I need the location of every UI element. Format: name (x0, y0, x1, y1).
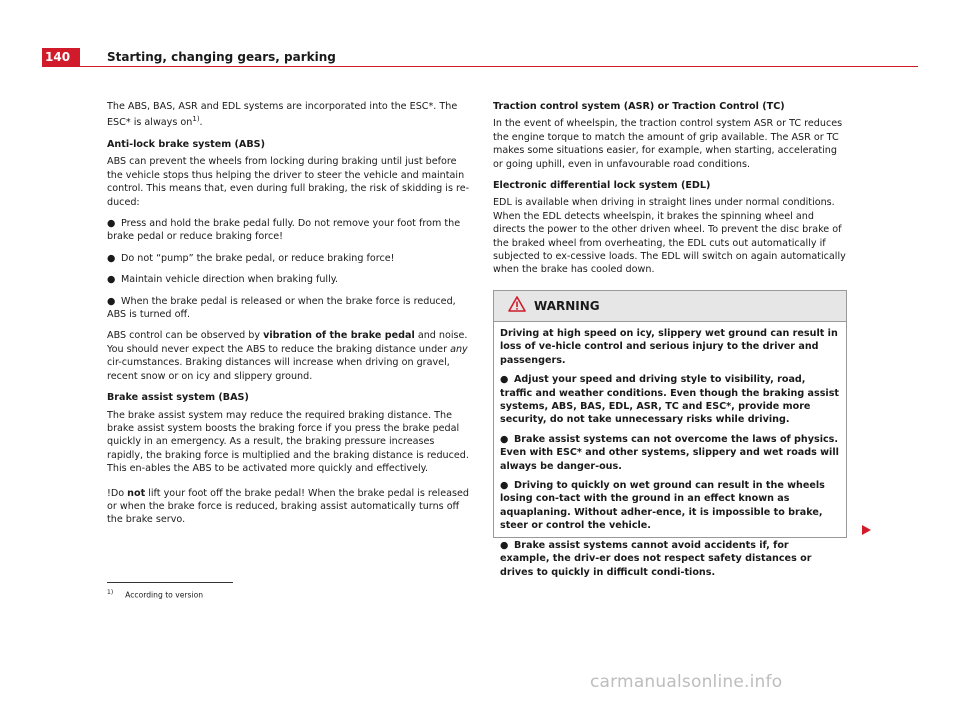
bullet-text: Do not “pump” the brake pedal, or reduce braking force! (121, 252, 395, 264)
page-number: 140 (42, 48, 80, 67)
header-rule (80, 66, 918, 67)
warning-intro: Driving at high speed on icy, slippery wet ground can result in loss of ve-hicle control and serious injury to the driver and passengers. (500, 328, 838, 366)
left-column (107, 100, 472, 535)
bas-heading: Brake assist system (BAS) (107, 392, 249, 404)
note-bold: not (127, 487, 146, 499)
bullet-text: Maintain vehicle direction when braking fully. (121, 274, 339, 286)
continue-arrow-icon (862, 520, 871, 539)
bas-note (107, 487, 472, 527)
abs-obs-bold: vibration of the brake pedal (263, 330, 415, 342)
footnote-ref: 1) (192, 115, 200, 124)
abs-text: ABS can prevent the wheels from locking during braking until just before the vehicle stops thus helping the driver to steer the vehicle and maintain control. This means that, even during full braking, the risk of skidding is re-duced: (107, 156, 470, 208)
asr-text: In the event of wheelspin, the traction control system ASR or TC reduces the engine torque to match the amount of grip available. The ASR or TC makes some situations easier, for example, when starting, accelerating or going uphill, even in unfavourable road conditions. (493, 118, 843, 170)
warning-header (494, 291, 846, 322)
bullet-text: Adjust your speed and driving style to visibility, road, traffic and weather conditions. Even though the braking assist systems, ABS, BAS, EDL, ASR, TC and ESC*, provide more security, do not take unnecessary risks while driving. (500, 374, 839, 426)
bullet-glyph: ● (500, 433, 509, 445)
bullet-glyph: ● (500, 480, 509, 492)
warning-bullet-4 (500, 539, 840, 579)
page-header-title: Starting, changing gears, parking (107, 50, 336, 64)
bullet-glyph: ● (107, 274, 116, 286)
intro-text: The ABS, BAS, ASR and EDL systems are incorporated into the ESC*. The ESC* is always on (107, 101, 458, 129)
footnote-text: According to version (125, 590, 204, 600)
bullet-text: Brake assist systems cannot avoid accidents if, for example, the driv-er does not respect safety distances or drives to quickly in difficult condi-tions. (500, 539, 812, 578)
note-text-1: !Do (107, 487, 128, 499)
intro-end: . (199, 117, 203, 129)
abs-obs-italic: any (450, 343, 468, 355)
right-column (493, 100, 848, 285)
warning-triangle-icon (508, 296, 526, 316)
abs-obs-text-2: and noise. You should never expect the ABS to reduce the braking distance under (107, 330, 468, 355)
warning-bullet-1 (500, 373, 840, 427)
footnote (107, 589, 203, 600)
bullet-text: Press and hold the brake pedal fully. Do not remove your foot from the brake pedal or reduce braking force! (107, 218, 461, 243)
note-text-2: lift your foot off the brake pedal! When the brake pedal is released or when the brake force is reduced, braking assist automatically turns off the brake servo. (107, 487, 469, 526)
warning-body (494, 322, 846, 579)
bas-text: The brake assist system may reduce the required braking distance. The brake assist system boosts the braking force if you press the brake pedal quickly in an emergency. As a result, the braking pressure increases rapidly, the braking force is multiplied and the braking distance is reduced. This en-ables the ABS to be activated more quickly and effectively. (107, 409, 469, 475)
footnote-marker: 1) (107, 589, 114, 596)
asr-heading: Traction control system (ASR) or Traction Control (TC) (493, 101, 785, 112)
warning-bullet-2 (500, 433, 840, 473)
watermark: carmanualsonline.info (590, 672, 783, 692)
intro-paragraph (107, 100, 472, 130)
bullet-glyph: ● (107, 252, 116, 264)
bullet-text: Driving to quickly on wet ground can result in the wheels losing con-tact with the ground in an effect known as aquaplaning. Without adher-ence, it is impossible to brake, steer or control the vehicle. (500, 480, 825, 532)
footnote-rule (107, 582, 233, 583)
abs-bullet-1 (107, 217, 472, 244)
abs-obs-text-3: cir-cumstances. Braking distances will increase when driving on gravel, recent snow or on icy and slippery ground. (107, 357, 450, 382)
bullet-glyph: ● (500, 539, 509, 551)
abs-obs-text-1: ABS control can be observed by (107, 330, 264, 342)
abs-observation (107, 329, 472, 383)
edl-heading: Electronic differential lock system (EDL) (493, 180, 711, 192)
bullet-glyph: ● (107, 218, 116, 230)
warning-box (493, 290, 847, 578)
abs-bullet-4 (107, 295, 472, 322)
bullet-text: Brake assist systems can not overcome the laws of physics. Even with ESC* and other systems, slippery and wet roads will always be danger-ous. (500, 433, 839, 472)
abs-bullet-3 (107, 273, 472, 286)
edl-text: EDL is available when driving in straight lines under normal conditions. When the EDL detects wheelspin, it brakes the spinning wheel and directs the power to the other driven wheel. To prevent the disc brake of the braked wheel from overheating, the EDL cuts out automatically if subjected to ex-cessive loads. The EDL will switch on again automatically when the brake has cooled down. (493, 197, 846, 276)
bullet-glyph: ● (500, 374, 509, 386)
bullet-glyph: ● (107, 295, 116, 307)
abs-heading: Anti-lock brake system (ABS) (107, 139, 265, 150)
abs-bullet-2 (107, 252, 472, 265)
warning-title: WARNING (534, 299, 600, 313)
warning-bullet-3 (500, 479, 840, 533)
bullet-text: When the brake pedal is released or when the brake force is reduced, ABS is turned off. (107, 295, 456, 321)
